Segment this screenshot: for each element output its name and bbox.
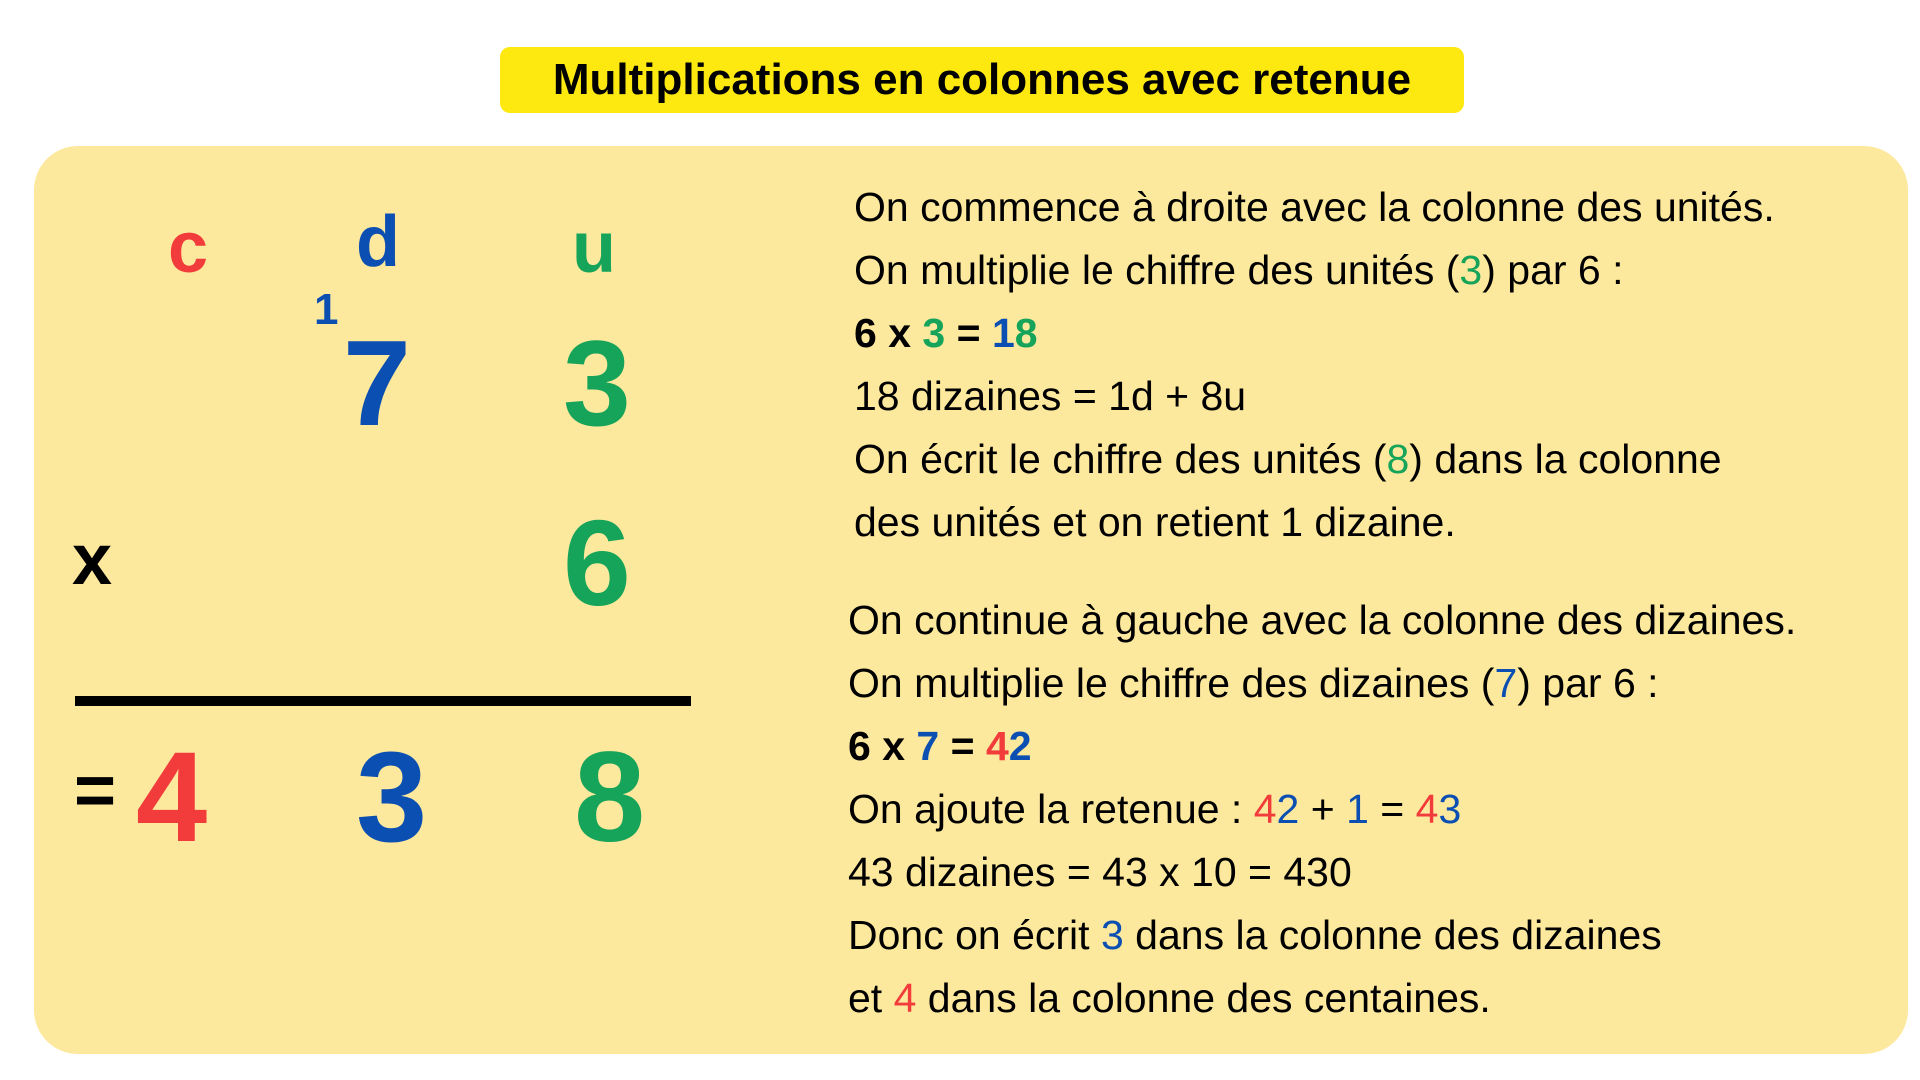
result-unites: 8 <box>574 726 646 869</box>
step1-line-4: 18 dizaines = 1d + 8u <box>854 373 1247 419</box>
result-dizaines: 3 <box>356 726 428 869</box>
column-header-dizaines: d <box>356 202 400 282</box>
result-centaines: 4 <box>136 726 208 869</box>
multiplicand-dizaines: 7 <box>343 315 411 451</box>
carry-digit: 1 <box>314 285 339 334</box>
step2-line-3: 6 x 7 = 42 <box>848 723 1032 769</box>
step1-line-5: On écrit le chiffre des unités (8) dans la colonne <box>854 436 1722 482</box>
result-rule <box>75 696 691 706</box>
times-sign: x <box>72 520 113 600</box>
explanation-step-1 <box>854 176 1775 554</box>
explanation-step-2 <box>848 589 1796 1030</box>
equals-sign: = <box>74 751 117 831</box>
step2-line-7: et 4 dans la colonne des centaines. <box>848 975 1491 1021</box>
step2-line-4: On ajoute la retenue : 42 + 1 = 43 <box>848 786 1462 832</box>
column-header-unites: u <box>572 208 616 288</box>
step1-line-2: On multiplie le chiffre des unités (3) par 6 : <box>854 247 1624 293</box>
multiplier-digit: 6 <box>563 495 631 631</box>
multiplicand-unites: 3 <box>563 315 631 451</box>
step2-line-2: On multiplie le chiffre des dizaines (7) par 6 : <box>848 660 1659 706</box>
step2-line-1: On continue à gauche avec la colonne des dizaines. <box>848 597 1797 643</box>
step1-line-3: 6 x 3 = 18 <box>854 310 1038 356</box>
step1-line-6: des unités et on retient 1 dizaine. <box>854 499 1456 545</box>
step2-line-6: Donc on écrit 3 dans la colonne des dizaines <box>848 912 1662 958</box>
column-header-centaines: c <box>168 208 209 288</box>
page-title: Multiplications en colonnes avec retenue <box>500 47 1464 113</box>
step2-line-5: 43 dizaines = 43 x 10 = 430 <box>848 849 1352 895</box>
step1-line-1: On commence à droite avec la colonne des unités. <box>854 184 1775 230</box>
